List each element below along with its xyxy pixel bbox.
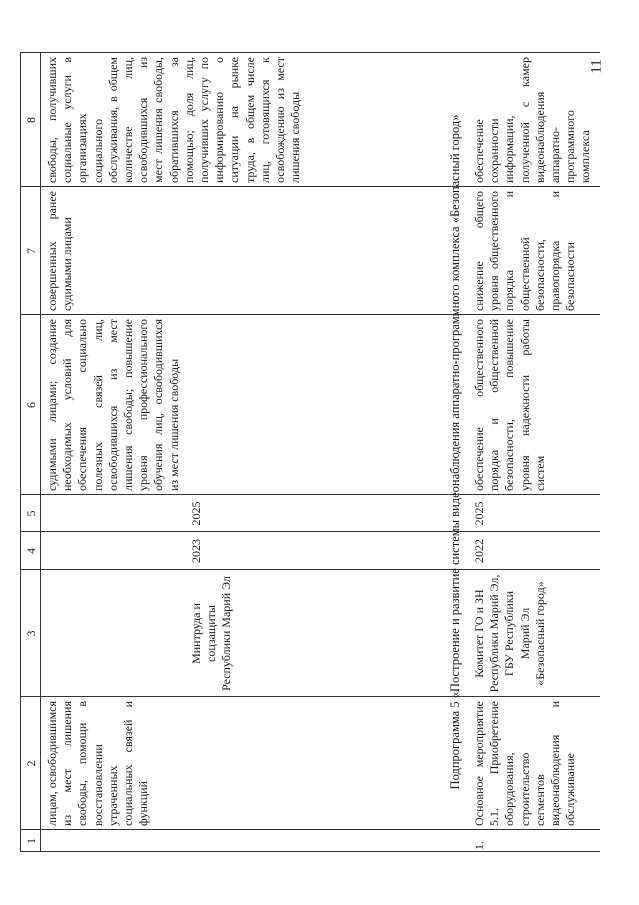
column-border <box>20 696 600 697</box>
column-border <box>20 829 600 830</box>
row-1-end-year: 2025 <box>472 501 486 526</box>
continued-row-expected-result: судимыми лицами; создание необходимых условий для обеспечения социально полезных связей лиц, освободившихся из мест лишения свободы; повышение уровня профессионального обучения лиц, освободившихся из мест лишения свободы <box>45 319 181 491</box>
table-top-border <box>20 52 21 852</box>
continued-row-indicator: свободы, получивших социальные услуги в организациях социального обслуживания, в общем количестве лиц, освободившихся из мест лишения свободы, обратившихся за помощью; доля лиц, получивших услугу по информированию о ситуации на рынке труда, в общем числе лиц, готовящихся к освобождению из мест лишения свободы <box>45 57 303 183</box>
column-header-7: 7 <box>24 248 38 254</box>
column-header-5: 5 <box>24 510 38 517</box>
row-1-indicator: обеспечение сохранности информации, полученной с камер видеонаблюдения аппаратно-программного комплекса <box>472 57 593 183</box>
page-number: 11 <box>588 59 605 74</box>
column-header-3: 3 <box>24 630 38 637</box>
row-1-start-year: 2022 <box>472 539 486 563</box>
column-border <box>20 569 600 570</box>
header-bottom-border <box>40 52 41 852</box>
continued-row-end-year: 2025 <box>189 501 203 526</box>
row-1-number: 1. <box>472 841 486 850</box>
program-table <box>20 52 620 852</box>
continued-row-consequence: совершенных ранее судимыми лицами <box>45 191 75 311</box>
column-border <box>20 52 600 53</box>
column-border <box>20 186 600 187</box>
row-1-expected-result: обеспечение общественного порядка и общественной безопасности, повышение уровня надежности работы систем <box>472 319 547 491</box>
row-1-executor: Комитет ГО и ЗН Республики Марий Эл, ГБУ Республики Марий Эл «Безопасный город» <box>472 574 547 693</box>
column-border <box>20 851 600 852</box>
column-border <box>20 531 600 532</box>
column-border <box>20 494 600 495</box>
column-header-2: 2 <box>24 760 38 767</box>
rotated-table-page <box>20 52 620 852</box>
column-header-4: 4 <box>24 548 38 554</box>
continued-row-executor: Минтруда и соцзащиты Республики Марий Эл <box>189 576 234 691</box>
continued-row-start-year: 2023 <box>189 539 203 563</box>
column-header-8: 8 <box>24 117 38 123</box>
continued-row-measure-text: лицам, освободившимся из мест лишения свободы, помощи в восстановлении утраченных социальных связей и функций <box>45 700 151 826</box>
row-1-consequence: снижение общего уровня общественного порядка и общественной безопасности, правопорядка и безопасности <box>472 191 578 311</box>
subprogram-5-title: Подпрограмма 5 «Построение и развитие системы видеонаблюдения аппаратно-программного комплекса «Безопасный город» <box>448 114 462 790</box>
column-header-6: 6 <box>24 402 38 408</box>
row-1-measure-text: Основное мероприятие 5.1. Приобретение оборудования, строительство сегментов видеонаблюдения и обслуживание <box>472 701 578 826</box>
column-border <box>20 314 600 315</box>
column-header-1: 1 <box>24 838 38 844</box>
